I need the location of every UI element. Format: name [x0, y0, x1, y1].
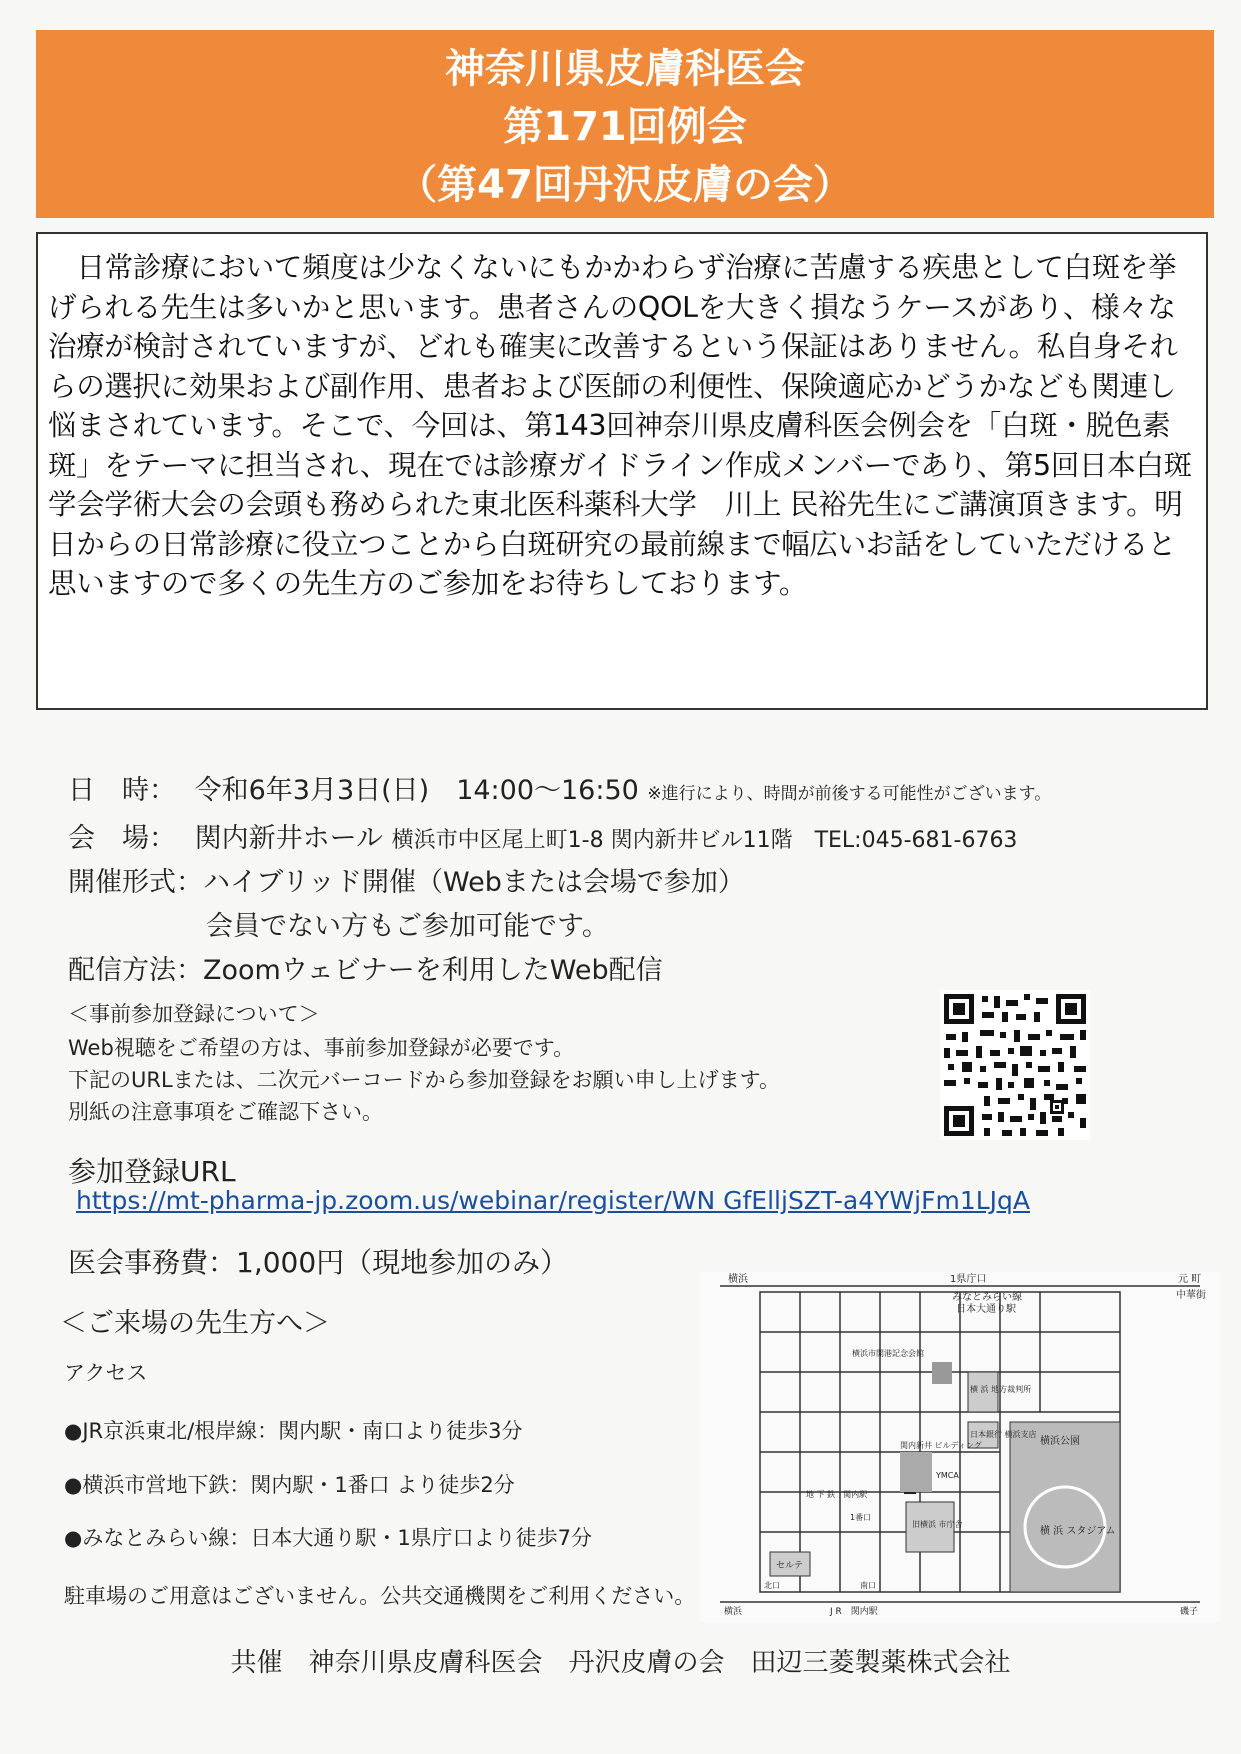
access-map [700, 1272, 1220, 1622]
title-line-1: 神奈川県皮膚科医会 [445, 46, 805, 92]
format-value: ハイブリッド開催（Webまたは会場で参加） [203, 867, 745, 898]
map-label-stadium: 横 浜 スタジアム [1040, 1526, 1116, 1537]
fee-text: 医会事務費：1,000円（現地参加のみ） [68, 1246, 569, 1279]
intro-text: 日常診療において頻度は少なくないにもかかわらず治療に苦慮する疾患として白斑を挙げられる先生は多いかと思います。患者さんのQOLを大きく損なうケースがあり、様々な治療が検討されていますが、どれも確実に改善するという保証はありません。私自身それらの選択に効果および副作用、患者および医師の利便性、保険適応かどうかなども関連し悩まされています。そこで、今回は、第143回神奈川県皮膚科医会例会を「白斑・脱色素斑」をテーマに担当され、現在では診療ガイドライン作成メンバーであり、第5回日本白斑学会学術大会の会頭も務められた東北医科薬科大学 川上 民裕先生にご講演頂きます。明日からの日常診療に役立つことから白斑研究の最前線まで幅広いお話をしていただけると思いますので多くの先生方のご参加をお待ちしております。 [48, 251, 1192, 600]
map-label-subway: 地 下 鉄 関内駅 [806, 1490, 868, 1499]
map-label-minatomirai: みなとみらい線 [952, 1292, 1022, 1303]
access-map-graphic [700, 1272, 1220, 1622]
url-label: 参加登録URL [68, 1155, 236, 1188]
venue-row [68, 816, 1017, 855]
datetime-label: 日 時： [68, 775, 176, 806]
stream-label: 配信方法： [68, 955, 203, 986]
map-label-yokohama-bottom: 横浜 [724, 1607, 743, 1617]
registration-heading: ＜事前参加登録について＞ [68, 1002, 320, 1026]
map-label-nihon-odori: 日本大通り駅 [956, 1304, 1016, 1315]
map-label-kencho: 1県庁口 [950, 1274, 987, 1285]
title-line-3: （第47回丹沢皮膚の会） [397, 162, 853, 208]
venue-name: 関内新井ホール [194, 823, 384, 854]
registration-line-1: Web視聴をご希望の方は、事前参加登録が必要です。 [68, 1036, 575, 1060]
map-label-isogo: 磯子 [1180, 1607, 1199, 1617]
map-label-cityhall: 旧横浜 市庁舎 [912, 1520, 963, 1529]
access-item-jr: ●JR京浜東北/根岸線：関内駅・南口より徒歩3分 [64, 1419, 523, 1443]
map-label-kaiko: 横浜市開港記念会館 [852, 1349, 924, 1358]
title-banner [36, 30, 1214, 218]
qr-code[interactable] [940, 990, 1090, 1140]
map-label-exit1: 1番口 [850, 1513, 872, 1522]
map-label-ymca: YMCA [936, 1471, 959, 1480]
title-line-2: 第171回例会 [503, 104, 747, 150]
venue-address: 横浜市中区尾上町1-8 関内新井ビル11階 TEL:045-681-6763 [391, 828, 1018, 853]
registration-url-link[interactable]: https://mt-pharma-jp.zoom.us/webinar/register/WN GfElljSZT-a4YWjFm1LJqA [76, 1186, 1031, 1215]
parking-note: 駐車場のご用意はございません。公共交通機関をご利用ください。 [64, 1584, 696, 1608]
stream-value: Zoomウェビナーを利用したWeb配信 [203, 955, 663, 986]
format-row [68, 860, 745, 899]
map-label-nichigin: 日本銀行 横浜支店 [970, 1430, 1037, 1439]
format-note: 会員でない方もご参加可能です。 [206, 911, 609, 942]
venue-label: 会 場： [68, 823, 176, 854]
map-label-south-exit: 南口 [860, 1581, 876, 1590]
map-label-park: 横浜公園 [1040, 1436, 1080, 1447]
map-label-serute: セルテ [776, 1561, 804, 1571]
stream-row [68, 948, 663, 987]
datetime-row [68, 768, 1051, 807]
access-item-minatomirai: ●みなとみらい線：日本大通り駅・1県庁口より徒歩7分 [64, 1526, 593, 1550]
datetime-note: ※進行により、時間が前後する可能性がございます。 [647, 784, 1052, 804]
qr-code-graphic [940, 990, 1090, 1140]
format-label: 開催形式： [68, 867, 203, 898]
registration-line-2: 下記のURLまたは、二次元バーコードから参加登録をお願い申し上げます。 [68, 1068, 780, 1092]
map-label-chukagai: 中華街 [1176, 1290, 1206, 1301]
registration-line-3: 別紙の注意事項をご確認下さい。 [68, 1100, 383, 1124]
visit-heading: ＜ご来場の先生方へ＞ [60, 1308, 330, 1339]
cosponsor-footer: 共催 神奈川県皮膚科医会 丹沢皮膚の会 田辺三菱製薬株式会社 [230, 1648, 1011, 1678]
datetime-value: 令和6年3月3日(日) 14:00〜16:50 [194, 775, 639, 806]
intro-box [36, 232, 1208, 710]
map-label-jr-kannai: J R 関内駅 [830, 1607, 878, 1617]
map-label-venue: 関内新井 ビルディング [900, 1441, 982, 1450]
map-label-motomachi: 元 町 [1178, 1274, 1202, 1285]
access-label: アクセス [64, 1361, 148, 1385]
map-label-yokohama-top: 横浜 [728, 1274, 748, 1285]
map-label-saibansho: 横 浜 地方裁判所 [970, 1385, 1032, 1394]
map-label-north-exit: 北口 [764, 1581, 780, 1590]
access-item-subway: ●横浜市営地下鉄：関内駅・1番口 より徒歩2分 [64, 1473, 515, 1497]
